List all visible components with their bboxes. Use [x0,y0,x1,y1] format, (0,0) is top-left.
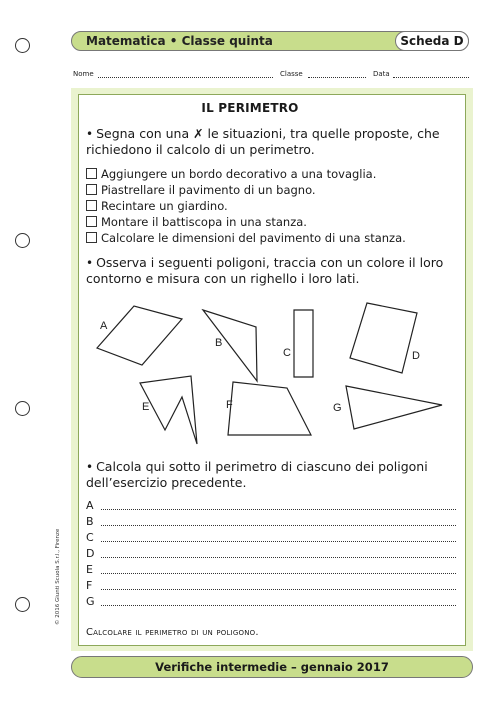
answer-label: C [86,531,94,544]
date-label: Data [373,70,390,78]
shape-label-d: D [412,350,420,362]
binder-hole-1 [15,38,30,53]
answer-label: A [86,499,94,512]
option-row [86,199,228,213]
sheet-tag: Scheda D [395,31,469,51]
polygon-c [294,310,313,377]
binder-hole-4 [15,597,30,612]
option-row [86,183,316,197]
shape-label-g: G [333,402,342,414]
binder-hole-3 [15,401,30,416]
option-label: Piastrellare il pavimento di un bagno. [101,183,316,197]
name-label: Nome [73,70,94,78]
student-info-row [73,70,473,82]
bullet-icon: • [86,256,94,270]
option-row [86,215,307,229]
answer-line-g[interactable] [86,595,456,609]
shape-label-f: F [226,399,233,411]
polygon-f [228,382,311,435]
option-label: Montare il battiscopa in una stanza. [101,215,307,229]
option-label: Aggiungere un bordo decorativo a una tovaglia. [101,167,377,181]
answer-line-b[interactable] [86,515,456,529]
polygon-a [97,306,182,365]
class-field[interactable] [308,77,366,78]
worksheet-footer: Verifiche intermedie – gennaio 2017 [71,656,473,678]
polygon-b [203,310,257,381]
bullet-icon: • [86,127,94,141]
page-title: IL PERIMETRO [201,101,299,115]
option-row [86,231,406,245]
checkbox[interactable] [86,168,97,179]
answer-label: E [86,563,93,576]
exercise-2-text: Osserva i seguenti poligoni, traccia con un colore il loro contorno e misura con un righello i loro lati. [86,255,444,286]
answer-line-a[interactable] [86,499,456,513]
shape-label-e: E [142,401,150,413]
exercise-1-prompt [86,126,466,158]
exercise-3-text: Calcola qui sotto il perimetro di ciascuno dei poligoni dell’esercizio precedente. [86,459,428,490]
shape-label-a: A [100,320,108,332]
checkbox[interactable] [86,216,97,227]
polygon-g [346,386,442,429]
answer-label: D [86,547,95,560]
binder-hole-2 [15,233,30,248]
learning-objective: Calcolare il perimetro di un poligono. [86,627,259,638]
bullet-icon: • [86,460,94,474]
exercise-3-prompt [86,459,466,491]
copyright-notice: © 2016 Giunti Scuola S.r.l., Firenze [55,528,61,625]
option-label: Recintare un giardino. [101,199,228,213]
option-row [86,167,376,181]
polygon-d [350,303,417,373]
answer-line-d[interactable] [86,547,456,561]
checkbox[interactable] [86,232,97,243]
date-field[interactable] [393,77,469,78]
option-label: Calcolare le dimensioni del pavimento di una stanza. [101,231,406,245]
answer-label: F [86,579,93,592]
subject-title: Matematica • Classe quinta [86,34,273,48]
answer-label: G [86,595,95,608]
answer-line-c[interactable] [86,531,456,545]
polygons-figure [80,295,460,455]
shape-label-c: C [283,347,291,359]
answer-line-f[interactable] [86,579,456,593]
name-field[interactable] [98,77,273,78]
checkbox[interactable] [86,200,97,211]
answer-label: B [86,515,94,528]
answer-line-e[interactable] [86,563,456,577]
exercise-2-prompt [86,255,466,287]
exercise-1-text: Segna con una ✗ le situazioni, tra quelle proposte, che richiedono il calcolo di un perimetro. [86,126,440,157]
shape-label-b: B [215,337,223,349]
checkbox[interactable] [86,184,97,195]
class-label: Classe [280,70,303,78]
worksheet-header [71,31,469,51]
